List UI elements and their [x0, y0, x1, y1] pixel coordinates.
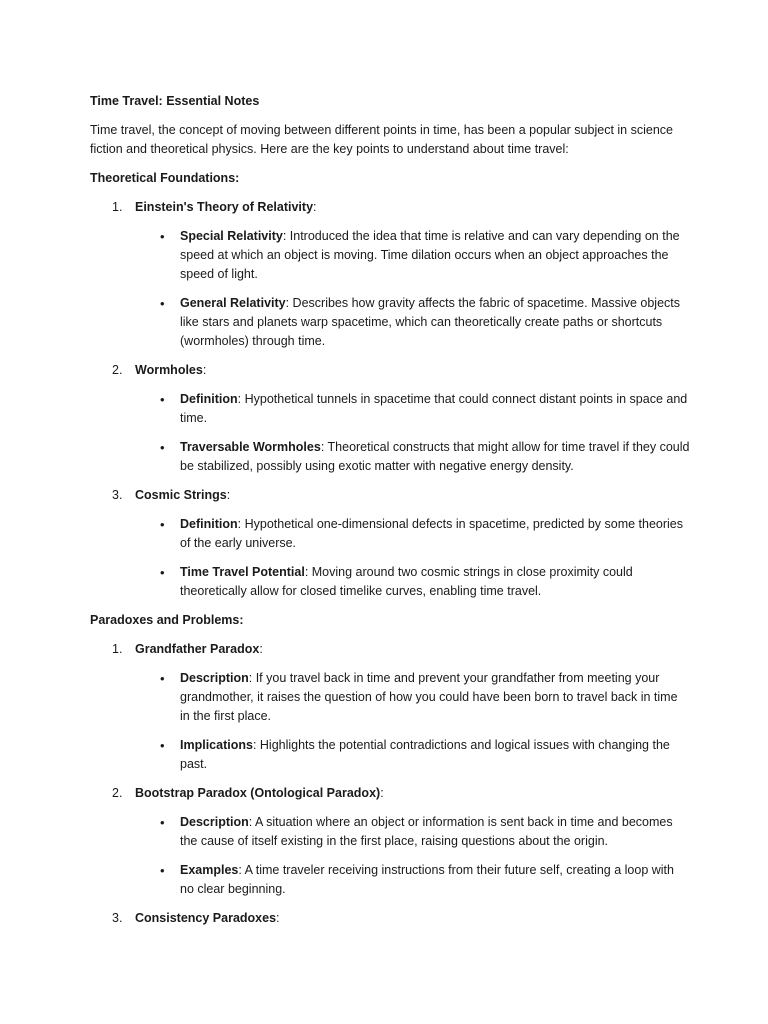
- bullet-dot-icon: •: [160, 565, 165, 580]
- list-item-title-suffix: :: [259, 642, 263, 656]
- bullet-item: [135, 438, 690, 476]
- numbered-list-item: [90, 198, 690, 351]
- bullet-item: [135, 294, 690, 351]
- bullet-item: [135, 861, 690, 899]
- bullet-term: Description: [180, 671, 249, 685]
- bullet-term: Special Relativity: [180, 229, 283, 243]
- bullet-dot-icon: •: [160, 738, 165, 753]
- numbered-list-item: [90, 784, 690, 899]
- list-number: 2.: [112, 786, 123, 800]
- list-number: 1.: [112, 642, 123, 656]
- bullet-text: : Theoretical constructs that might allow for time travel if they could be stabilized, possibly using exotic matter with negative energy density.: [180, 440, 690, 473]
- list-item-title: Wormholes: [135, 363, 203, 377]
- section-heading: Theoretical Foundations:: [90, 171, 240, 185]
- list-number: 2.: [112, 363, 123, 377]
- list-number: 3.: [112, 488, 123, 502]
- bullet-text: : Hypothetical tunnels in spacetime that could connect distant points in space and time.: [180, 392, 688, 425]
- bullet-item: [135, 669, 690, 726]
- bullet-term: Examples: [180, 863, 239, 877]
- bullet-term: General Relativity: [180, 296, 286, 310]
- list-item-title: Einstein's Theory of Relativity: [135, 200, 314, 214]
- section-heading: Paradoxes and Problems:: [90, 613, 244, 627]
- bullet-item: [135, 227, 690, 284]
- bullet-list: [135, 669, 690, 774]
- bullet-dot-icon: •: [160, 440, 165, 455]
- numbered-list-item: [90, 909, 690, 928]
- list-number: 3.: [112, 911, 123, 925]
- bullet-dot-icon: •: [160, 863, 165, 878]
- bullet-text: : Describes how gravity affects the fabric of spacetime. Massive objects like stars and planets warp spacetime, which can theoretically create paths or shortcuts (wormholes) through time.: [180, 296, 680, 348]
- bullet-text: : A time traveler receiving instructions from their future self, creating a loop with no clear beginning.: [180, 863, 674, 896]
- bullet-text: : Hypothetical one-dimensional defects in spacetime, predicted by some theories of the early universe.: [180, 517, 684, 550]
- bullet-term: Implications: [180, 738, 253, 752]
- list-item-title-line: [135, 640, 690, 659]
- bullet-term: Time Travel Potential: [180, 565, 305, 579]
- bullet-term: Definition: [180, 392, 238, 406]
- bullet-list: [135, 515, 690, 601]
- bullet-item: [135, 813, 690, 851]
- list-item-title: Consistency Paradoxes: [135, 911, 277, 925]
- bullet-list: [135, 227, 690, 351]
- list-item-title-line: [135, 361, 690, 380]
- bullet-list: [135, 813, 690, 899]
- list-item-title: Grandfather Paradox: [135, 642, 260, 656]
- section: [90, 169, 690, 601]
- intro-paragraph: Time travel, the concept of moving between different points in time, has been a popular subject in science fiction and theoretical physics. Here are the key points to understand about time travel:: [90, 123, 673, 156]
- bullet-item: [135, 563, 690, 601]
- document-sections: [90, 169, 690, 928]
- bullet-term: Description: [180, 815, 249, 829]
- bullet-item: [135, 736, 690, 774]
- list-item-title: Bootstrap Paradox (Ontological Paradox): [135, 786, 381, 800]
- numbered-list-item: [90, 361, 690, 476]
- bullet-dot-icon: •: [160, 229, 165, 244]
- list-item-title-suffix: :: [226, 488, 231, 502]
- bullet-text: : A situation where an object or information is sent back in time and becomes the cause of itself existing in the first place, raising questions about the origin.: [180, 815, 673, 848]
- bullet-item: [135, 390, 690, 428]
- bullet-dot-icon: •: [160, 815, 165, 830]
- section: [90, 611, 690, 928]
- list-item-title-suffix: :: [380, 786, 384, 800]
- bullet-text: : If you travel back in time and prevent your grandfather from meeting your grandmother, it raises the question of how you could have been born to travel back in time in the first place.: [180, 671, 678, 723]
- bullet-dot-icon: •: [160, 517, 165, 532]
- bullet-text: : Highlights the potential contradictions and logical issues with changing the past.: [180, 738, 670, 771]
- numbered-list-item: [90, 640, 690, 774]
- list-item-title-suffix: :: [313, 200, 317, 214]
- list-number: 1.: [112, 200, 123, 214]
- bullet-term: Traversable Wormholes: [180, 440, 321, 454]
- bullet-text: : Moving around two cosmic strings in close proximity could theoretically allow for closed timelike curves, enabling time travel.: [180, 565, 633, 598]
- bullet-dot-icon: •: [160, 392, 165, 407]
- numbered-list-item: [90, 486, 690, 601]
- list-item-title-line: [135, 486, 690, 505]
- list-item-title-line: [135, 198, 690, 217]
- list-item-title-suffix: :: [202, 363, 207, 377]
- list-item-title-line: [135, 784, 690, 803]
- list-item-title-suffix: :: [276, 911, 280, 925]
- list-item-title-line: [135, 909, 690, 928]
- bullet-text: : Introduced the idea that time is relative and can vary depending on the speed at which an object is moving. Time dilation occurs when an object approaches the speed of light.: [180, 229, 680, 281]
- document-page: [90, 92, 690, 938]
- bullet-dot-icon: •: [160, 296, 165, 311]
- document-title: Time Travel: Essential Notes: [90, 94, 260, 108]
- bullet-item: [135, 515, 690, 553]
- bullet-term: Definition: [180, 517, 238, 531]
- bullet-list: [135, 390, 690, 476]
- list-item-title: Cosmic Strings: [135, 488, 227, 502]
- bullet-dot-icon: •: [160, 671, 165, 686]
